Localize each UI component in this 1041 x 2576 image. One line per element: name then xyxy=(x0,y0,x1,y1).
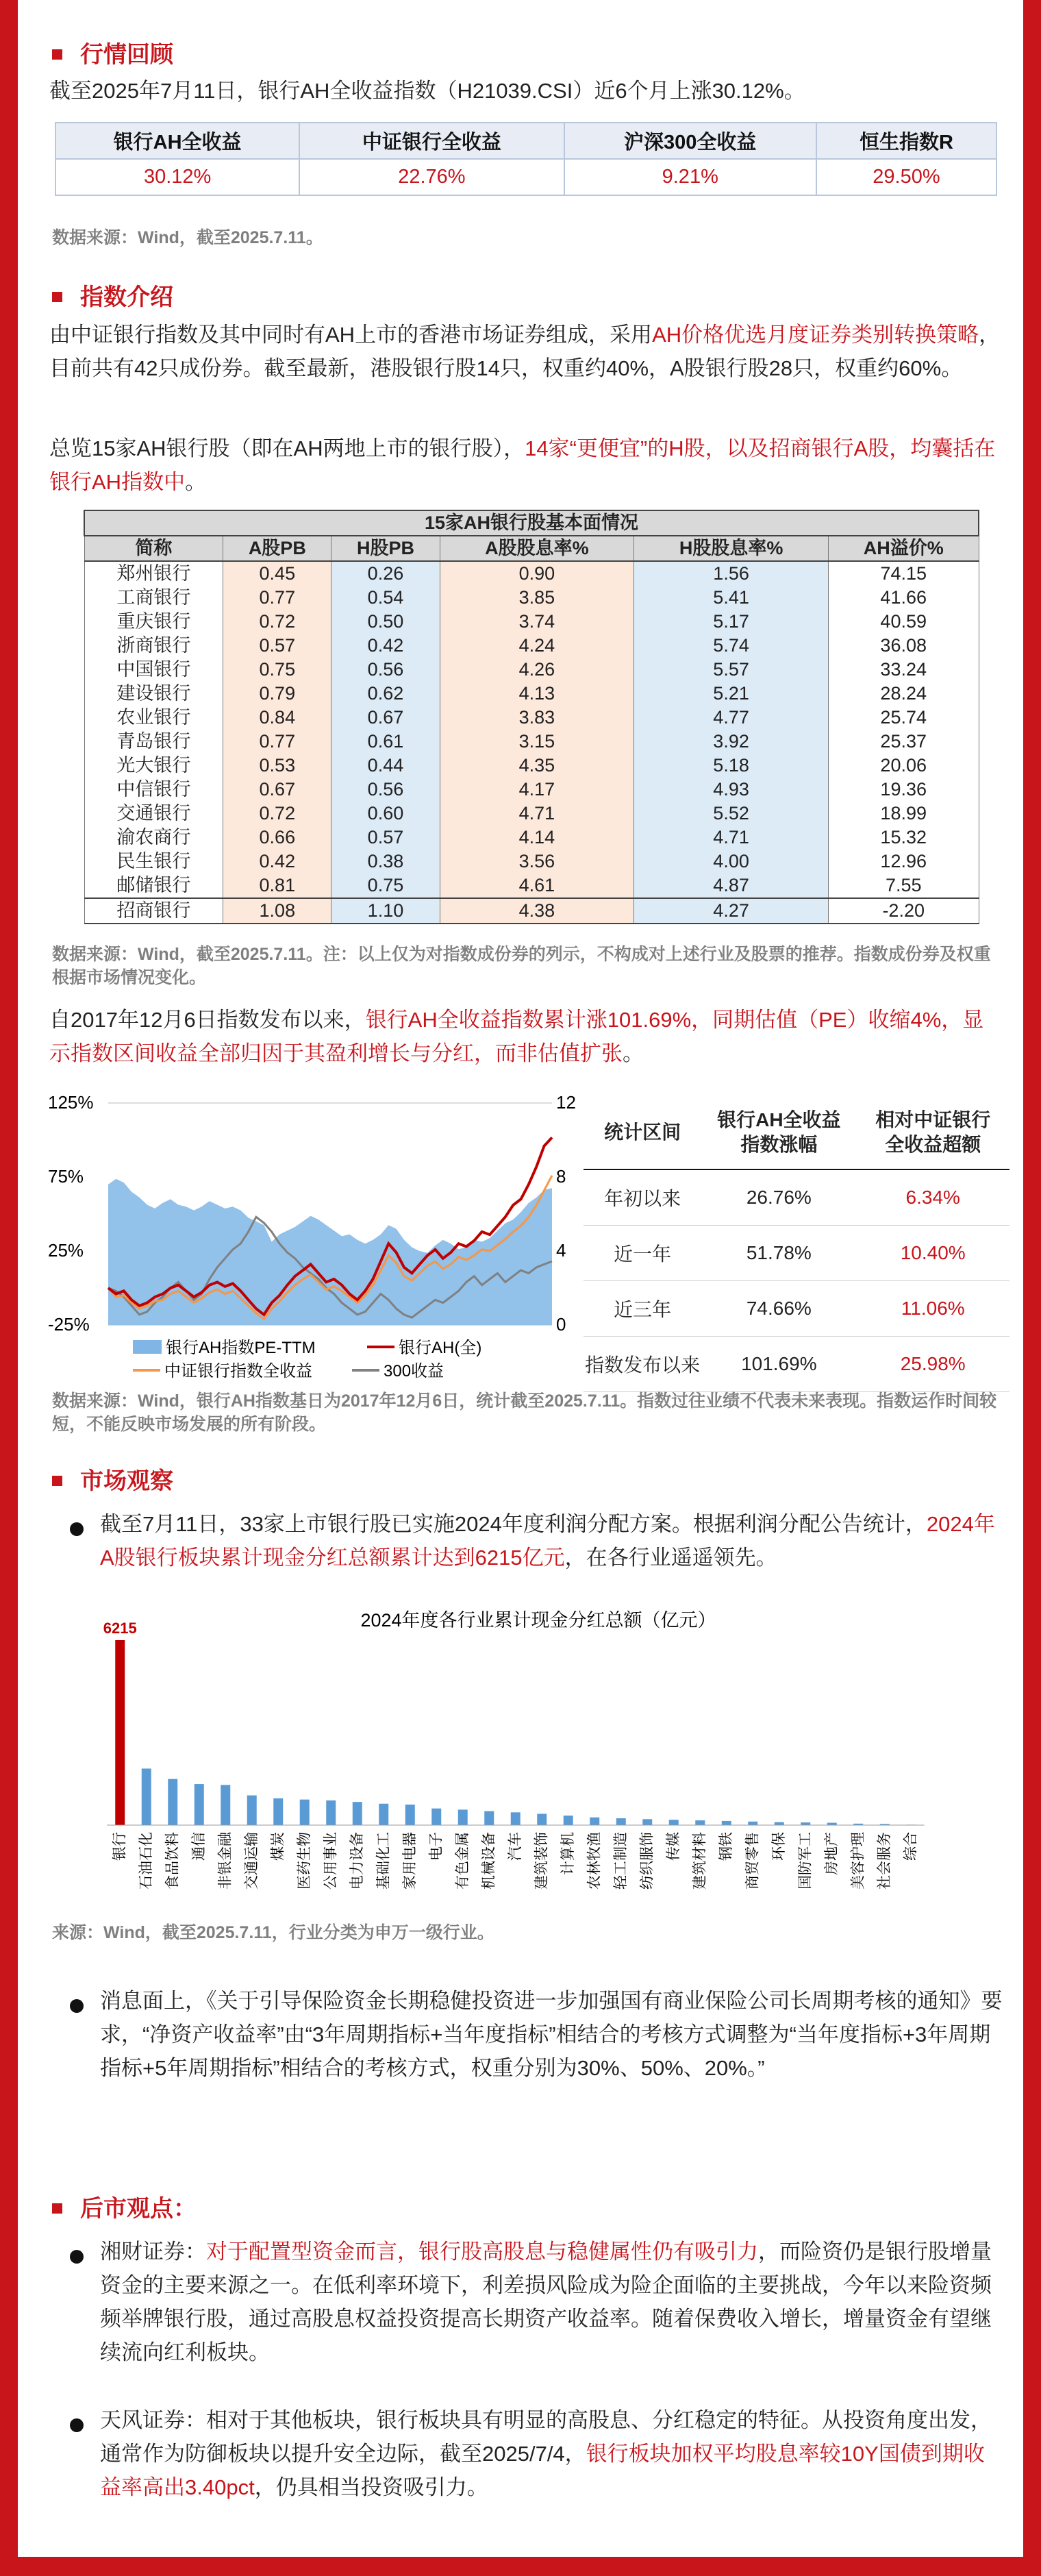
table-cell: 3.85 xyxy=(440,586,634,610)
table-cell: 1.10 xyxy=(331,898,440,924)
market-review-table xyxy=(55,122,997,196)
bar xyxy=(273,1798,283,1825)
table-row xyxy=(84,898,979,924)
table-cell: 0.75 xyxy=(223,658,331,682)
y-right-tick: 12 xyxy=(556,1092,576,1113)
category-label: 机械设备 xyxy=(481,1832,497,1890)
chart-source-note: 数据来源：Wind，银行AH指数基日为2017年12月6日，统计截至2025.7.11。指数过往业绩不代表未来表现。指数运作时间较短，不能反映市场发展的所有阶段。 xyxy=(52,1391,997,1434)
table-cell: 36.08 xyxy=(828,634,979,658)
table-cell: 10.40% xyxy=(856,1226,1009,1281)
category-label: 电子 xyxy=(428,1832,444,1861)
table-cell: 0.60 xyxy=(331,802,440,826)
table-cell: 4.17 xyxy=(440,778,634,802)
data-label: 6215 xyxy=(103,1620,137,1637)
table-cell: 1.08 xyxy=(223,898,331,924)
outlook-bullet-2: 天风证券：相对于其他板块，银行板块具有明显的高股息、分红稳定的特征。从投资角度出发，通常作为防御板块以提升安全边际，截至2025/7/4，银行板块加权平均股息率较10Y国债到期收益率高出3.40pct，仍具相当投资吸引力。 xyxy=(100,2408,992,2499)
table-cell: 青岛银行 xyxy=(84,730,223,754)
market-obs-bullet-1: 截至7月11日，33家上市银行股已实施2024年度利润分配方案。根据利润分配公告统计，2024年A股银行板块累计现金分红总额累计达到6215亿元，在各行业遥遥领先。 xyxy=(100,1512,995,1570)
y-right-tick: 8 xyxy=(556,1166,566,1187)
table-cell: 5.57 xyxy=(634,658,829,682)
table-cell: 0.62 xyxy=(331,682,440,706)
bar xyxy=(405,1805,415,1825)
index-intro-p1: 由中证银行指数及其中同时有AH上市的香港市场证券组成，采用AH价格优选月度证券类别转换策略，目前共有42只成份券。截至最新，港股银行股14只，权重约40%，A股银行股28只，权重约60%。 xyxy=(49,323,1001,380)
bar-chart-source: 来源：Wind，截至2025.7.11，行业分类为申万一级行业。 xyxy=(52,1923,494,1942)
table-cell: 22.76% xyxy=(299,159,564,195)
table-cell: 74.66% xyxy=(701,1281,856,1337)
table-cell: 4.93 xyxy=(634,778,829,802)
bar xyxy=(616,1818,626,1825)
section-square-icon xyxy=(52,49,62,60)
category-label: 汽车 xyxy=(507,1832,523,1861)
table-cell: 民生银行 xyxy=(84,850,223,874)
category-label: 电力设备 xyxy=(349,1832,365,1890)
bar xyxy=(221,1785,230,1825)
table-cell: 0.77 xyxy=(223,730,331,754)
category-label: 钢铁 xyxy=(718,1832,734,1861)
table-row xyxy=(84,561,979,586)
category-label: 房地产 xyxy=(823,1832,840,1875)
table-source-note: 数据来源：Wind，截至2025.7.11。注：以上仅为对指数成份券的列示，不构成对上述行业及股票的推荐。指数成份券及权重根据市场情况变化。 xyxy=(52,945,991,987)
bullet-dot xyxy=(70,1999,84,2013)
table-cell: 15.32 xyxy=(828,826,979,850)
index-intro-p2: 总览15家AH银行股（即在AH两地上市的银行股），14家“更便宜”的H股，以及招商银行A股，均囊括在银行AH指数中。 xyxy=(49,436,996,494)
bullet-dot xyxy=(70,1522,84,1536)
table-cell: 20.06 xyxy=(828,754,979,778)
table-header: 中证银行全收益 xyxy=(299,123,564,159)
table-cell: 4.38 xyxy=(440,898,634,924)
table-header: H股股息率% xyxy=(634,536,829,561)
category-label: 国防军工 xyxy=(797,1832,814,1890)
table-cell: 0.44 xyxy=(331,754,440,778)
table-row xyxy=(84,586,979,610)
table-cell: 0.72 xyxy=(223,802,331,826)
table-cell: 0.56 xyxy=(331,778,440,802)
table-cell: 0.61 xyxy=(331,730,440,754)
table-cell: 工商银行 xyxy=(84,586,223,610)
table-cell: 4.35 xyxy=(440,754,634,778)
table-row xyxy=(84,706,979,730)
market-obs-bullet-2: 消息面上，《关于引导保险资金长期稳健投资进一步加强国有商业保险公司长周期考核的通知》要求，“净资产收益率”由“3年周期指标+当年度指标”相结合的考核方式调整为“当年度指标+3年周期指标+5年周期指标”相结合的考核方式，权重分别为30%、50%、20%。” xyxy=(100,1989,1003,2080)
bar xyxy=(590,1818,599,1825)
table-cell: 0.66 xyxy=(223,826,331,850)
table-cell: 0.50 xyxy=(331,610,440,634)
section-title-market-obs: 市场观察 xyxy=(52,1462,173,1496)
table-cell: 招商银行 xyxy=(84,898,223,924)
table-cell: 3.83 xyxy=(440,706,634,730)
table-cell: 11.06% xyxy=(856,1281,1009,1337)
bar xyxy=(115,1640,125,1825)
category-label: 基础化工 xyxy=(375,1832,392,1890)
market-review-intro: 截至2025年7月11日，银行AH全收益指数（H21039.CSI）近6个月上涨30.12%。 xyxy=(49,79,805,103)
table-cell: 19.36 xyxy=(828,778,979,802)
table-cell: 5.18 xyxy=(634,754,829,778)
category-label: 农林牧渔 xyxy=(586,1832,603,1890)
table-row xyxy=(84,730,979,754)
category-label: 医药生物 xyxy=(296,1832,312,1890)
table-cell: 4.24 xyxy=(440,634,634,658)
category-label: 家用电器 xyxy=(401,1832,418,1890)
table-header: 银行AH全收益 xyxy=(55,123,299,159)
table-cell: 25.98% xyxy=(856,1337,1009,1392)
table-cell: 0.42 xyxy=(331,634,440,658)
table-header: AH溢价% xyxy=(828,536,979,561)
legend-label: 银行AH指数PE-TTM xyxy=(166,1339,316,1357)
table-cell: 0.75 xyxy=(331,874,440,898)
table-cell: 交通银行 xyxy=(84,802,223,826)
bar xyxy=(511,1812,520,1825)
category-label: 有色金属 xyxy=(454,1832,471,1890)
section-square-icon xyxy=(52,2203,62,2214)
category-label: 商贸零售 xyxy=(744,1832,761,1890)
table-cell: 中信银行 xyxy=(84,778,223,802)
category-label: 美容护理 xyxy=(850,1832,866,1890)
category-label: 建筑材料 xyxy=(692,1832,708,1890)
category-label: 非银金融 xyxy=(217,1832,234,1890)
table-cell: 近一年 xyxy=(584,1226,701,1281)
table-cell: 0.56 xyxy=(331,658,440,682)
category-label: 食品饮料 xyxy=(164,1832,181,1890)
y-right-tick: 4 xyxy=(556,1240,566,1261)
table-header: H股PB xyxy=(331,536,440,561)
table-cell: 74.15 xyxy=(828,561,979,586)
table-cell: 建设银行 xyxy=(84,682,223,706)
legend-label: 中证银行指数全收益 xyxy=(164,1362,312,1380)
y-left-tick: 125% xyxy=(48,1092,94,1113)
bar xyxy=(353,1802,362,1825)
table-cell: 25.37 xyxy=(828,730,979,754)
ah-bank-fundamentals-table xyxy=(84,510,979,924)
table-cell: 4.87 xyxy=(634,874,829,898)
table-row xyxy=(84,802,979,826)
table-row xyxy=(84,682,979,706)
table-cell: 51.78% xyxy=(701,1226,856,1281)
table-row xyxy=(84,874,979,898)
table-cell: 25.74 xyxy=(828,706,979,730)
table-header: 统计区间 xyxy=(584,1096,701,1169)
legend-label: 300收益 xyxy=(384,1362,444,1380)
table-cell: 0.57 xyxy=(223,634,331,658)
table-cell: 30.12% xyxy=(55,159,299,195)
category-label: 交通运输 xyxy=(243,1832,260,1890)
bar xyxy=(379,1804,388,1825)
bar xyxy=(537,1813,547,1825)
table-cell: 年初以来 xyxy=(584,1169,701,1226)
category-label: 轻工制造 xyxy=(612,1832,629,1890)
bar xyxy=(484,1811,494,1825)
bar xyxy=(775,1822,784,1825)
table-cell: 7.55 xyxy=(828,874,979,898)
category-label: 石油石化 xyxy=(138,1832,154,1890)
table-cell: 29.50% xyxy=(816,159,996,195)
bar xyxy=(195,1784,204,1825)
bar xyxy=(801,1822,810,1825)
bar xyxy=(695,1820,705,1825)
bar xyxy=(431,1809,441,1825)
bar xyxy=(748,1822,757,1825)
table-cell: 5.17 xyxy=(634,610,829,634)
table-row xyxy=(84,610,979,634)
table-header: 沪深300全收益 xyxy=(564,123,816,159)
y-left-tick: 25% xyxy=(48,1240,84,1261)
table-cell: 4.77 xyxy=(634,706,829,730)
table-cell: 3.92 xyxy=(634,730,829,754)
table-header: A股PB xyxy=(223,536,331,561)
table-cell: 4.26 xyxy=(440,658,634,682)
table-cell: 0.26 xyxy=(331,561,440,586)
report-page xyxy=(18,0,1023,2557)
table-row xyxy=(584,1169,1009,1226)
table-cell: 光大银行 xyxy=(84,754,223,778)
table-cell: 6.34% xyxy=(856,1169,1009,1226)
table-cell: 3.56 xyxy=(440,850,634,874)
bar xyxy=(458,1809,468,1825)
table-cell: 0.90 xyxy=(440,561,634,586)
section-square-icon xyxy=(52,1476,62,1486)
category-label: 银行 xyxy=(112,1832,128,1861)
table-cell: 0.57 xyxy=(331,826,440,850)
table-row xyxy=(584,1337,1009,1392)
table-cell: 0.53 xyxy=(223,754,331,778)
bar xyxy=(827,1823,837,1825)
table-cell: 邮储银行 xyxy=(84,874,223,898)
bar xyxy=(168,1779,177,1825)
table-cell: 指数发布以来 xyxy=(584,1337,701,1392)
table-row xyxy=(84,634,979,658)
bar xyxy=(300,1800,310,1825)
table-cell: 12.96 xyxy=(828,850,979,874)
section-title-outlook: 后市观点： xyxy=(52,2190,197,2223)
table-cell: 5.41 xyxy=(634,586,829,610)
table-header: 银行AH全收益指数涨幅 xyxy=(701,1096,856,1169)
category-label: 环保 xyxy=(770,1832,787,1861)
table-cell: 4.71 xyxy=(440,802,634,826)
table-cell: 重庆银行 xyxy=(84,610,223,634)
y-left-tick: -25% xyxy=(48,1314,90,1335)
legend-swatch-pe xyxy=(133,1340,162,1354)
y-right-tick: 0 xyxy=(556,1314,566,1335)
category-label: 计算机 xyxy=(560,1832,576,1875)
y-left-tick: 75% xyxy=(48,1166,84,1187)
bar xyxy=(722,1821,731,1825)
table-cell: 0.54 xyxy=(331,586,440,610)
table-cell: 0.38 xyxy=(331,850,440,874)
table-cell: 郑州银行 xyxy=(84,561,223,586)
table-cell: 4.27 xyxy=(634,898,829,924)
table-header: A股股息率% xyxy=(440,536,634,561)
table-cell: 41.66 xyxy=(828,586,979,610)
series-pe-ttm-area xyxy=(108,1179,552,1325)
table-cell: 101.69% xyxy=(701,1337,856,1392)
bar xyxy=(247,1796,257,1825)
table-cell: 33.24 xyxy=(828,658,979,682)
table-row xyxy=(84,778,979,802)
table-cell: 0.79 xyxy=(223,682,331,706)
table-cell: 9.21% xyxy=(564,159,816,195)
table-title: 15家AH银行股基本面情况 xyxy=(84,510,979,536)
section-title-market-review: 行情回顾 xyxy=(52,36,173,69)
table-cell: 40.59 xyxy=(828,610,979,634)
category-label: 建筑装饰 xyxy=(534,1832,550,1890)
table-cell: 4.00 xyxy=(634,850,829,874)
table-cell: 5.21 xyxy=(634,682,829,706)
table-cell: 28.24 xyxy=(828,682,979,706)
table-cell: 农业银行 xyxy=(84,706,223,730)
table-cell: 中国银行 xyxy=(84,658,223,682)
index-intro-p3: 自2017年12月6日指数发布以来，银行AH全收益指数累计涨101.69%，同期估值（PE）收缩4%，显示指数区间收益全部归因于其盈利增长与分红，而非估值扩张。 xyxy=(49,1008,984,1065)
table-cell: 5.74 xyxy=(634,634,829,658)
section-square-icon xyxy=(52,292,62,302)
bullet-dot xyxy=(70,2418,84,2432)
table-cell: 4.71 xyxy=(634,826,829,850)
table-row xyxy=(584,1226,1009,1281)
table-cell: 0.45 xyxy=(223,561,331,586)
outlook-bullet-1: 湘财证券：对于配置型资金而言，银行股高股息与稳健属性仍有吸引力，而险资仍是银行股增量资金的主要来源之一。在低利率环境下，利差损风险成为险企面临的主要挑战，今年以来险资频频举牌银行股，通过高股息权益投资提高长期资产收益率。随着保费收入增长，增量资金有望继续流向红利板块。 xyxy=(100,2240,992,2364)
table-cell: 18.99 xyxy=(828,802,979,826)
table-cell: 4.61 xyxy=(440,874,634,898)
table-cell: 0.72 xyxy=(223,610,331,634)
category-label: 纺织服饰 xyxy=(639,1832,655,1890)
table-cell: 浙商银行 xyxy=(84,634,223,658)
bar xyxy=(564,1816,573,1825)
table-cell: 0.84 xyxy=(223,706,331,730)
table-cell: 0.67 xyxy=(331,706,440,730)
table-row xyxy=(84,850,979,874)
table-cell: 0.77 xyxy=(223,586,331,610)
table-row xyxy=(584,1281,1009,1337)
table-row xyxy=(84,826,979,850)
table-header: 简称 xyxy=(84,536,223,561)
table-cell: 4.14 xyxy=(440,826,634,850)
table-cell: 3.15 xyxy=(440,730,634,754)
performance-stats-table xyxy=(584,1096,1009,1392)
table-header: 恒生指数R xyxy=(816,123,996,159)
table-cell: 4.13 xyxy=(440,682,634,706)
table-cell: 0.81 xyxy=(223,874,331,898)
legend-label: 银行AH(全) xyxy=(399,1339,482,1357)
table-cell: 近三年 xyxy=(584,1281,701,1337)
table-cell: 26.76% xyxy=(701,1169,856,1226)
table-cell: -2.20 xyxy=(828,898,979,924)
bar xyxy=(669,1820,679,1825)
bar xyxy=(326,1800,336,1825)
table-cell: 0.67 xyxy=(223,778,331,802)
table-cell: 1.56 xyxy=(634,561,829,586)
dividend-by-industry-chart xyxy=(79,1606,997,1914)
category-label: 公用事业 xyxy=(323,1832,339,1890)
table-row xyxy=(84,754,979,778)
category-label: 传媒 xyxy=(665,1832,681,1861)
bar xyxy=(642,1819,652,1825)
table-cell: 渝农商行 xyxy=(84,826,223,850)
table-cell: 3.74 xyxy=(440,610,634,634)
category-label: 综合 xyxy=(903,1832,919,1861)
section-title-index-intro: 指数介绍 xyxy=(52,278,173,312)
market-review-source: 数据来源：Wind，截至2025.7.11。 xyxy=(52,228,323,247)
category-label: 煤炭 xyxy=(270,1832,286,1861)
table-cell: 5.52 xyxy=(634,802,829,826)
category-label: 通信 xyxy=(190,1832,207,1861)
table-row xyxy=(84,658,979,682)
bullet-dot xyxy=(70,2250,84,2264)
chart-title: 2024年度各行业累计现金分红总额（亿元） xyxy=(360,1610,716,1631)
ah-index-performance-chart xyxy=(45,1089,586,1391)
table-cell: 0.42 xyxy=(223,850,331,874)
bar xyxy=(142,1768,151,1825)
category-label: 社会服务 xyxy=(876,1832,892,1890)
table-header: 相对中证银行全收益超额 xyxy=(856,1096,1009,1169)
